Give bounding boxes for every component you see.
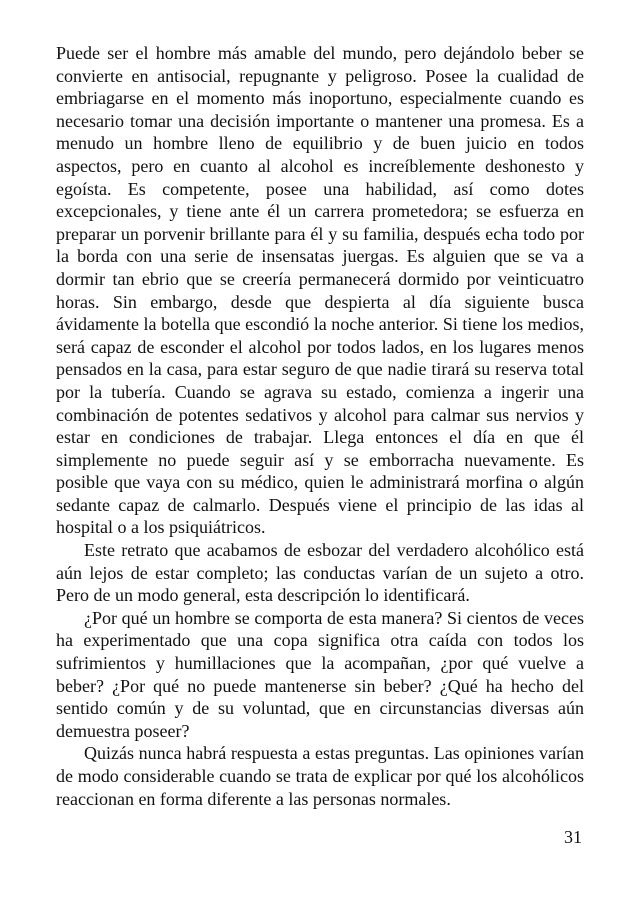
- page-body: [56, 42, 584, 810]
- paragraph-3: ¿Por qué un hombre se comporta de esta manera? Si cientos de veces ha experimentado que una copa significa otra caída con todos los sufrimientos y humillaciones que la acompañan, ¿por qué vuelve a beber? ¿Por qué no puede mantenerse sin beber? ¿Qué ha hecho del sentido común y de su voluntad, que en circunstancias diversas aún demuestra poseer?: [56, 607, 584, 741]
- page-number: 31: [564, 827, 582, 847]
- paragraph-2: Este retrato que acabamos de esbozar del verdadero alcohólico está aún lejos de estar completo; las conductas varían de un sujeto a otro. Pero de un modo general, esta descripción lo identificará.: [56, 540, 584, 606]
- paragraph-1: Puede ser el hombre más amable del mundo, pero dejándolo beber se convierte en antisocial, repugnante y peligroso. Posee la cualidad de embriagarse en el momento más inoportuno, especialmente cuando es necesario tomar una decisión importante o mantener una promesa. Es a menudo un hombre lleno de equilibrio y de buen juicio en todos aspectos, pero en cuanto al alcohol es increíblemente deshonesto y egoísta. Es competente, posee una habilidad, así como dotes excepcionales, y tiene ante él un carrera prometedora; se esfuerza en preparar un porvenir brillante para él y su familia, después echa todo por la borda con una serie de insensatas juergas. Es alguien que se va a dormir tan ebrio que se creería permanecerá dormido por veinticuatro horas. Sin embargo, desde que despierta al día siguiente busca ávidamente la botella que escondió la noche anterior. Si tiene los medios, será capaz de esconder el alcohol por todos lados, en los lugares menos pensados en la casa, para estar seguro de que nadie tirará su reserva total por la tubería. Cuando se agrava su estado, comienza a ingerir una combinación de potentes sedativos y alcohol para calmar sus nervios y estar en condiciones de trabajar. Llega entonces el día en que él simplemente no puede seguir así y se emborracha nuevamente. Es posible que vaya con su médico, quien le administrará morfina o algún sedante capaz de calmarlo. Después viene el principio de las idas al hospital o a los psiquiátricos.: [56, 43, 584, 538]
- paragraph-4: Quizás nunca habrá respuesta a estas preguntas. Las opiniones varían de modo considerable cuando se trata de explicar por qué los alcohólicos reaccionan en forma diferente a las personas normales.: [56, 743, 584, 809]
